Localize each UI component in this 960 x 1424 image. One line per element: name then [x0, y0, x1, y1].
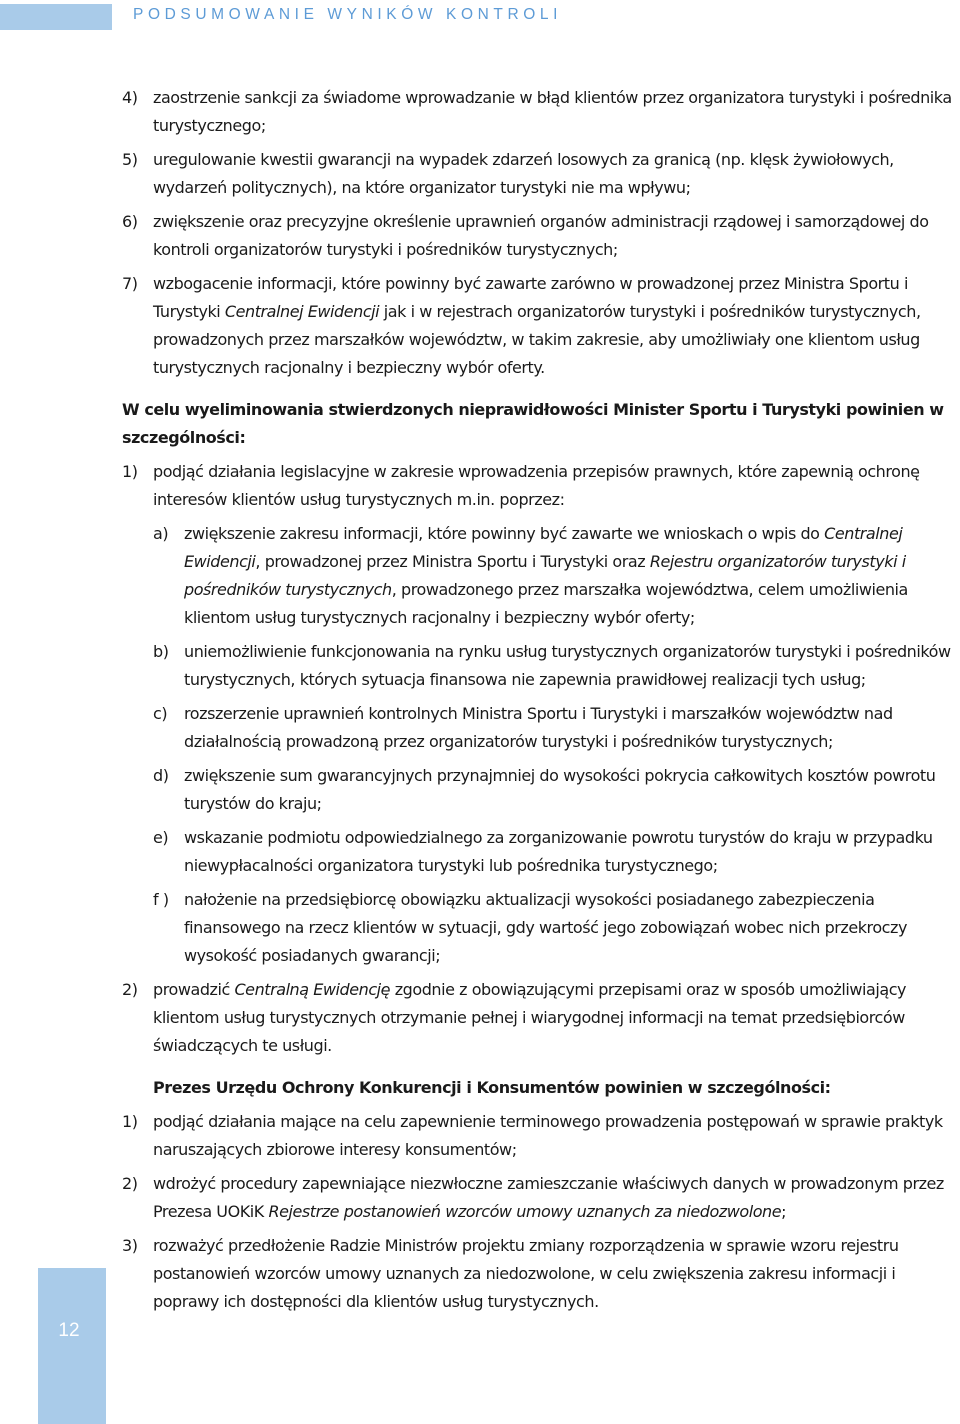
recommendation-2: 2) prowadzić Centralną Ewidencję zgodnie z obowiązującymi przepisami oraz w sposób umożliwiający klientom usług turystycznych otrzymanie pełnej i wiarygodnej informacji na temat przedsiębiorców świadczących te usługi.	[122, 980, 907, 1055]
sub-item-b: b) uniemożliwienie funkcjonowania na rynku usług turystycznych organizatorów turystyki i pośredników turystycznych, których sytuacja finansowa nie zapewnia prawidłowej realizacji tych usług;	[153, 642, 951, 689]
sub-item-f: f ) nałożenie na przedsiębiorcę obowiązku aktualizacji wysokości posiadanego zabezpieczenia finansowego na rzecz klientów w sytuacji, gdy wartość jego zobowiązań wobec nich przekroczy wysokość posiadanych gwarancji;	[153, 890, 907, 965]
uokik-recommendation-3: 3) rozważyć przedłożenie Radzie Ministrów projektu zmiany rozporządzenia w sprawie wzoru rejestru postanowień wzorców umowy uznanych za niedozwolone, w celu zwiększenia zakresu informacji i poprawy ich dostępności dla klientów usług turystycznych.	[122, 1236, 899, 1311]
header-accent-bar	[0, 4, 112, 30]
list-item-text: uregulowanie kwestii gwarancji na wypadek zdarzeń losowych za granicą (np. klęsk żywiołowych, wydarzeń politycznych), na które organizator turystyki nie ma wpływu;	[153, 150, 894, 197]
list-item-7: 7) wzbogacenie informacji, które powinny być zawarte zarówno w prowadzonej przez Ministra Sportu i Turystyki Centralnej Ewidencji jak i w rejestrach organizatorów turystyki i pośredników turystycznych, prowadzonych przez marszałków województw, w takim zakresie, aby umożliwiały one klientom usług turystycznych racjonalny i bezpieczny wybór oferty.	[122, 274, 921, 377]
list-item-text: zaostrzenie sankcji za świadome wprowadzanie w błąd klientów przez organizatora turystyki i pośrednika turystycznego;	[153, 88, 952, 135]
recommendation-1: 1) podjąć działania legislacyjne w zakresie wprowadzenia przepisów prawnych, które zapewnią ochronę interesów klientów usług turystycznych m.in. poprzez:	[122, 462, 920, 509]
list-item-6: 6) zwiększenie oraz precyzyjne określenie uprawnień organów administracji rządowej i samorządowej do kontroli organizatorów turystyki i pośredników turystycznych;	[122, 212, 929, 259]
section-heading-uokik: Prezes Urzędu Ochrony Konkurencji i Konsumentów powinien w szczególności:	[153, 1078, 831, 1097]
uokik-recommendation-2: 2) wdrożyć procedury zapewniające niezwłoczne zamieszczanie właściwych danych w prowadzonym przez Prezesa UOKiK Rejestrze postanowień wzorców umowy uznanych za niedozwolone;	[122, 1174, 944, 1221]
document-body	[122, 84, 960, 1316]
running-header: PODSUMOWANIE WYNIKÓW KONTROLI	[133, 6, 563, 23]
sub-item-a: a) zwiększenie zakresu informacji, które powinny być zawarte we wnioskach o wpis do Centralnej Ewidencji, prowadzonej przez Ministra Sportu i Turystyki oraz Rejestru organizatorów turystyki i pośredników turystycznych, prowadzonego przez marszałka województwa, celem umożliwienia klientom usług turystycznych racjonalny i bezpieczny wybór oferty;	[153, 524, 908, 627]
page-number: 12	[58, 1320, 80, 1341]
list-item-4: 4) zaostrzenie sankcji za świadome wprowadzanie w błąd klientów przez organizatora turystyki i pośrednika turystycznego;	[122, 88, 952, 135]
uokik-recommendation-1: 1) podjąć działania mające na celu zapewnienie terminowego prowadzenia postępowań w sprawie praktyk naruszających zbiorowe interesy konsumentów;	[122, 1112, 943, 1159]
page-number-tab	[38, 1268, 106, 1424]
sub-item-e: e) wskazanie podmiotu odpowiedzialnego za zorganizowanie powrotu turystów do kraju w przypadku niewypłacalności organizatora turystyki lub pośrednika turystycznego;	[153, 828, 933, 875]
sub-item-c: c) rozszerzenie uprawnień kontrolnych Ministra Sportu i Turystyki i marszałków województw nad działalnością prowadzoną przez organizatorów turystyki i pośredników turystycznych;	[153, 704, 893, 751]
list-item-5: 5) uregulowanie kwestii gwarancji na wypadek zdarzeń losowych za granicą (np. klęsk żywiołowych, wydarzeń politycznych), na które organizator turystyki nie ma wpływu;	[122, 150, 894, 197]
emphasis: Centralnej Ewidencji	[224, 302, 380, 321]
sub-item-d: d) zwiększenie sum gwarancyjnych przynajmniej do wysokości pokrycia całkowitych kosztów powrotu turystów do kraju;	[153, 766, 936, 813]
list-item-text: zwiększenie oraz precyzyjne określenie uprawnień organów administracji rządowej i samorządowej do kontroli organizatorów turystyki i pośredników turystycznych;	[153, 212, 929, 259]
section-heading-minister: W celu wyeliminowania stwierdzonych nieprawidłowości Minister Sportu i Turystyki powinien w szczególności:	[122, 400, 944, 447]
